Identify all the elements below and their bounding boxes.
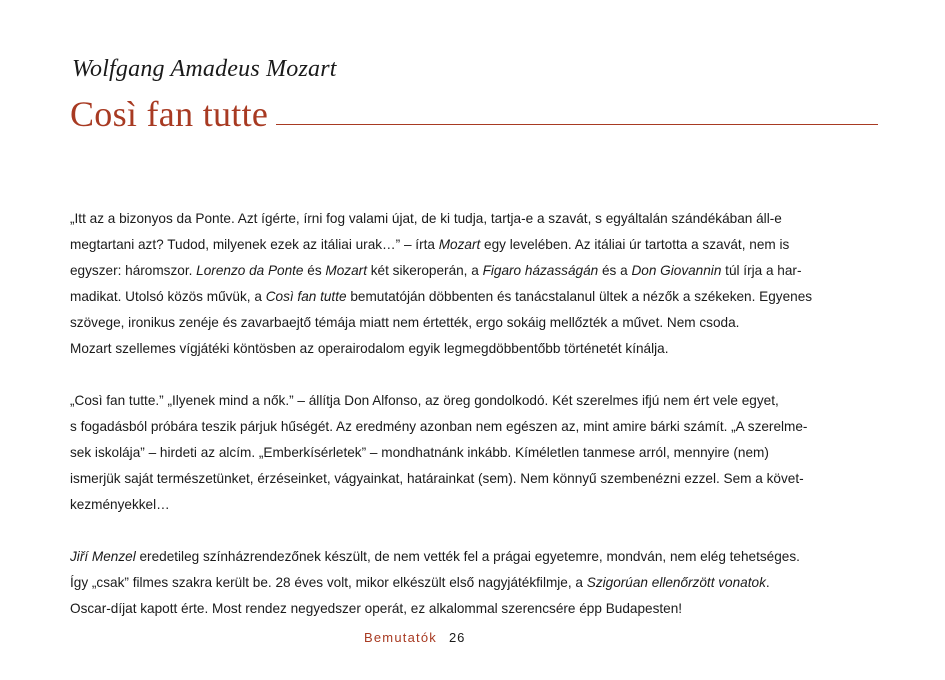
text-segment: Mozart szellemes vígjátéki köntösben az operairodalom egyik legmegdöbbentőbb történetét kínálja. xyxy=(70,341,669,356)
text-line xyxy=(70,232,870,258)
italic-text: Mozart xyxy=(325,263,367,278)
text-segment: egy levelében. Az itáliai úr tartotta a szavát, nem is xyxy=(480,237,790,252)
text-line xyxy=(70,310,870,336)
text-segment: s fogadásból próbára teszik párjuk hűségét. Az eredmény azonban nem egészen az, mint amire bárki számít. „A szerelme- xyxy=(70,419,808,434)
text-line xyxy=(70,466,870,492)
italic-text: Lorenzo da Ponte xyxy=(196,263,304,278)
text-segment: „Itt az a bizonyos da Ponte. Azt ígérte, írni fog valami újat, de ki tudja, tartja-e a szavát, s egyáltalán szándékában áll-e xyxy=(70,211,782,226)
text-segment: sek iskolája” – hirdeti az alcím. „Emberkísérletek” – mondhatnánk inkább. Kíméletlen tanmese arról, mennyire (nem) xyxy=(70,445,769,460)
text-line xyxy=(70,492,870,518)
paragraph xyxy=(70,388,870,518)
text-segment: kezményekkel… xyxy=(70,497,170,512)
italic-text: Così fan tutte xyxy=(265,289,347,304)
text-segment: két sikeroperán, a xyxy=(366,263,483,278)
page-title: Così fan tutte xyxy=(70,94,269,134)
paragraph xyxy=(70,206,870,362)
text-line xyxy=(70,258,870,284)
text-segment: ismerjük saját természetünket, érzéseinket, vágyainkat, határainkat (sem). Nem könnyű szembenézni ezzel. Sem a követ- xyxy=(70,471,804,486)
footer-section-label: Bemutatók xyxy=(364,630,437,645)
page-footer xyxy=(364,628,465,648)
text-line xyxy=(70,570,870,596)
italic-text: Mozart xyxy=(438,237,481,252)
text-segment: és a xyxy=(598,263,632,278)
text-segment: megtartani azt? Tudod, milyenek ezek az itáliai urak…” – írta xyxy=(70,237,439,252)
title-rule xyxy=(276,124,878,125)
text-segment: . xyxy=(765,575,770,590)
composer-name: Wolfgang Amadeus Mozart xyxy=(72,56,337,82)
text-line xyxy=(70,388,870,414)
text-line xyxy=(70,336,870,362)
text-segment: szövege, ironikus zenéje és zavarbaejtő témája miatt nem értették, ergo sokáig mellőzték a művet. Nem csoda. xyxy=(70,315,740,330)
italic-text: Szigorúan ellenőrzött vonatok xyxy=(586,575,766,590)
paragraph xyxy=(70,544,870,622)
page-number: 26 xyxy=(448,630,466,645)
text-line xyxy=(70,596,870,622)
text-segment: túl írja a har- xyxy=(721,263,802,278)
italic-text: Jiří Menzel xyxy=(70,549,136,564)
text-segment: és xyxy=(303,263,326,278)
text-segment: eredetileg színházrendezőnek készült, de nem vették fel a prágai egyetemre, mondván, nem elég tehetséges. xyxy=(135,549,800,564)
italic-text: Don Giovannin xyxy=(631,263,722,278)
text-segment: „Così fan tutte.” „Ilyenek mind a nők.” – állítja Don Alfonso, az öreg gondolkodó. Két szerelmes ifjú nem ért vele egyet, xyxy=(70,393,779,408)
text-segment: madikat. Utolsó közös művük, a xyxy=(70,289,266,304)
italic-text: Figaro házasságán xyxy=(482,263,599,278)
title-row xyxy=(70,92,878,134)
text-line xyxy=(70,284,870,310)
text-line xyxy=(70,544,870,570)
text-line xyxy=(70,440,870,466)
article-body xyxy=(70,206,870,622)
text-segment: Így „csak” filmes szakra került be. 28 éves volt, mikor elkészült első nagyjátékfilmje, a xyxy=(70,575,587,590)
text-line xyxy=(70,206,870,232)
text-line xyxy=(70,414,870,440)
text-segment: egyszer: háromszor. xyxy=(70,263,197,278)
text-segment: bemutatóján döbbenten és tanácstalanul ültek a nézők a székeken. Egyenes xyxy=(346,289,813,304)
text-segment: Oscar-díjat kapott érte. Most rendez negyedszer operát, ez alkalommal szerencsére épp Budapesten! xyxy=(70,601,683,616)
